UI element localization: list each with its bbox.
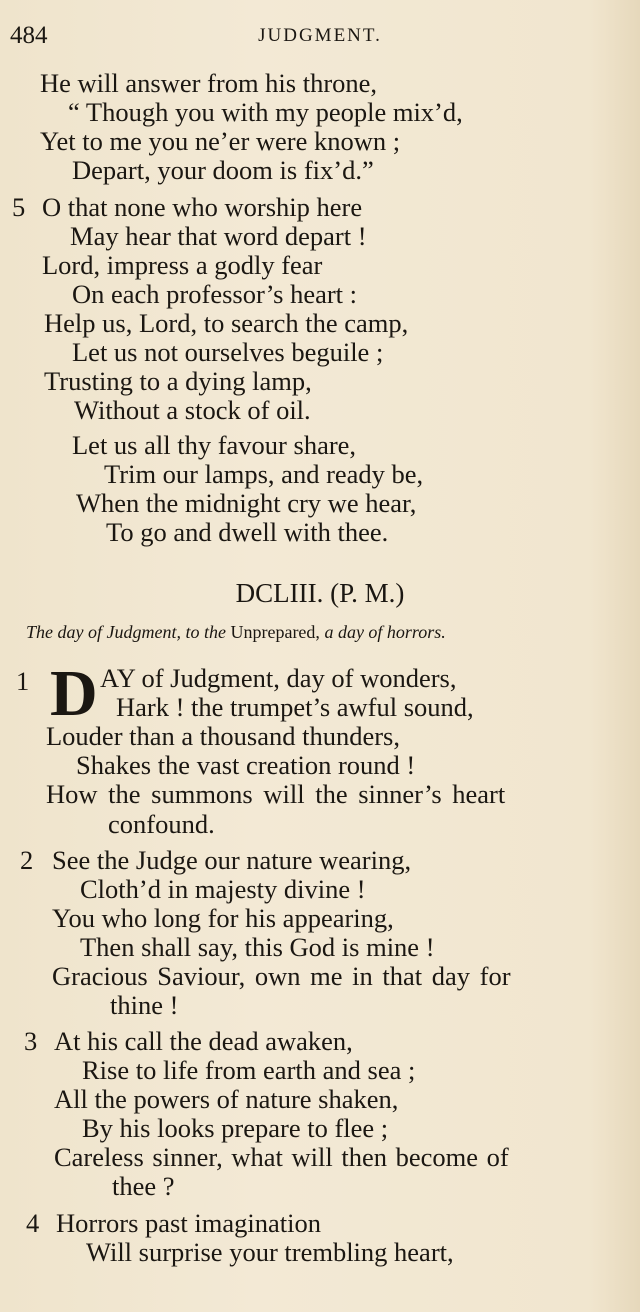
hymn-title: DCLIII. (P. M.) xyxy=(235,578,405,608)
verse-line: thine ! xyxy=(110,990,179,1020)
verse-line: Yet to me you ne’er were known ; xyxy=(40,126,401,156)
verse-line: “ Though you with my people mix’d, xyxy=(68,97,463,127)
subtitle-part: a day of horrors. xyxy=(324,622,446,642)
verse-line: Trim our lamps, and ready be, xyxy=(104,459,424,489)
verse-line: See the Judge our nature wearing, xyxy=(52,845,412,875)
subtitle-part: Unprepared, xyxy=(230,622,320,642)
verse-line: O that none who worship here xyxy=(42,192,363,222)
running-title: JUDGMENT. xyxy=(258,25,382,46)
verse-line: Gracious Saviour, own me in that day for xyxy=(52,961,511,991)
verse-line: When the midnight cry we hear, xyxy=(76,488,417,518)
verse-line: Rise to life from earth and sea ; xyxy=(82,1055,416,1085)
verse-line: AY of Judgment, day of wonders, xyxy=(100,663,457,693)
verse-line: Careless sinner, what will then become of xyxy=(54,1142,509,1172)
verse-line: May hear that word depart ! xyxy=(70,221,367,251)
verse-line: Trusting to a dying lamp, xyxy=(44,366,312,396)
stanza-number: 3 xyxy=(24,1026,38,1056)
verse-line: You who long for his appearing, xyxy=(52,903,394,933)
verse-line: Let us not ourselves beguile ; xyxy=(72,337,384,367)
verse-line: confound. xyxy=(108,809,215,839)
verse-line: Depart, your doom is fix’d.” xyxy=(72,155,374,185)
verse-line: Then shall say, this God is mine ! xyxy=(80,932,435,962)
verse-line: thee ? xyxy=(112,1171,175,1201)
verse-line: To go and dwell with thee. xyxy=(106,517,389,547)
subtitle-part: The day of Judgment, to the xyxy=(26,622,226,642)
page-header xyxy=(0,22,640,52)
verse-line: At his call the dead awaken, xyxy=(54,1026,353,1056)
verse-line: On each professor’s heart : xyxy=(72,279,358,309)
verse-line: Cloth’d in majesty divine ! xyxy=(80,874,366,904)
verse-line: Horrors past imagination xyxy=(56,1208,321,1238)
verse-line: Lord, impress a godly fear xyxy=(42,250,323,280)
stanza-number: 2 xyxy=(20,845,34,875)
verse-line: By his looks prepare to flee ; xyxy=(82,1113,389,1143)
hymn-subtitle xyxy=(26,622,446,643)
verse-line: Without a stock of oil. xyxy=(74,395,311,425)
verse-line: How the summons will the sinner’s heart xyxy=(46,779,506,809)
stanza-number: 4 xyxy=(26,1208,40,1238)
drop-cap: D xyxy=(50,657,98,730)
verse-line: Will surprise your trembling heart, xyxy=(86,1237,454,1267)
page-number: 484 xyxy=(10,22,48,49)
verse-line: He will answer from his throne, xyxy=(40,68,378,98)
stanza-number: 5 xyxy=(12,192,26,222)
stanza-number: 1 xyxy=(16,666,30,696)
verse-line: Hark ! the trumpet’s awful sound, xyxy=(116,692,474,722)
verse-line: All the powers of nature shaken, xyxy=(54,1084,399,1114)
verse-line: Shakes the vast creation round ! xyxy=(76,750,416,780)
verse-line: Help us, Lord, to search the camp, xyxy=(44,308,409,338)
verse-line: Louder than a thousand thunders, xyxy=(46,721,400,751)
verse-line: Let us all thy favour share, xyxy=(72,430,357,460)
